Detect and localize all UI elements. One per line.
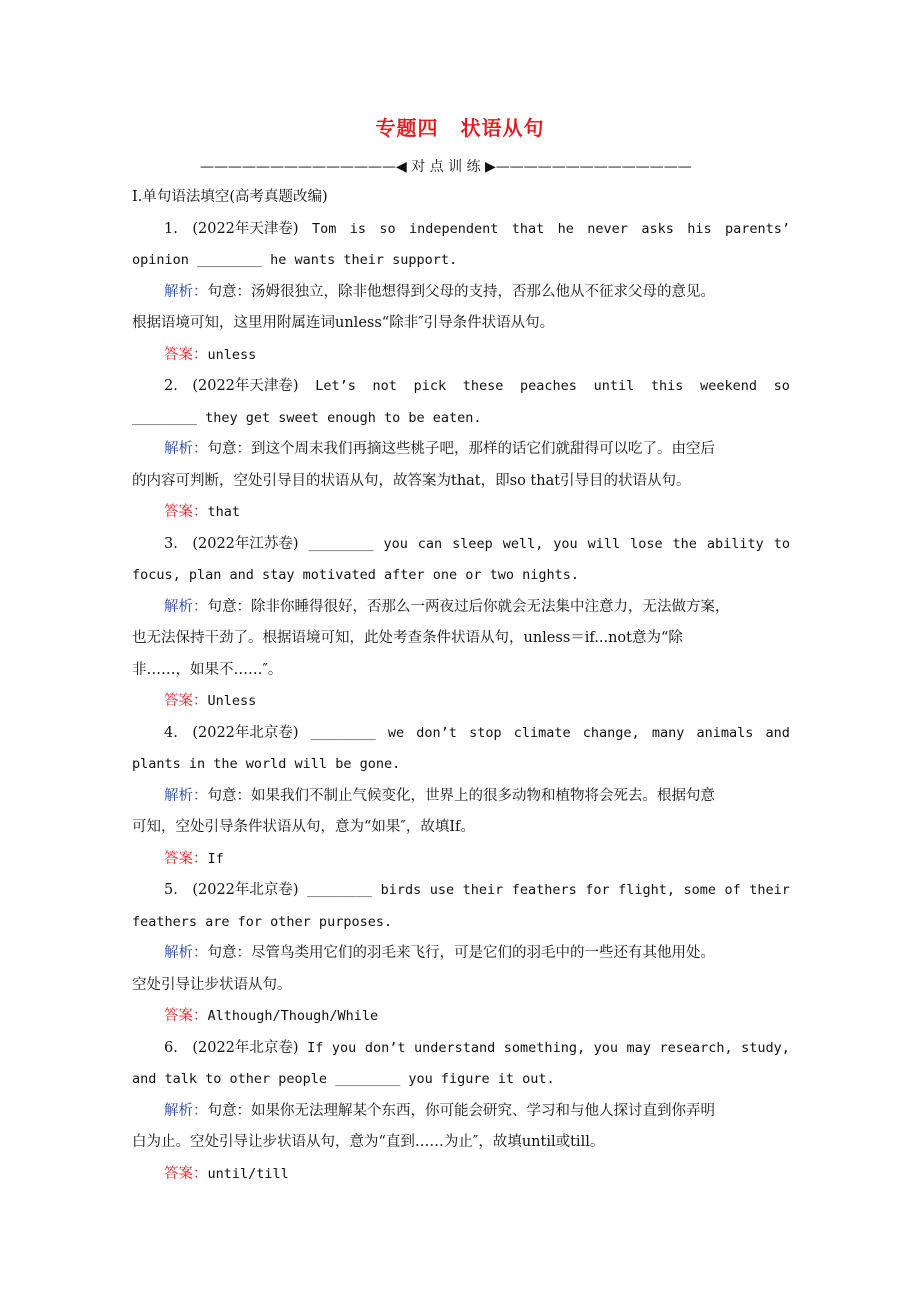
question-4-answer: 答案：If <box>164 850 224 867</box>
question-list <box>132 186 790 1194</box>
question-2-explanation-cont: 的内容可判断，空处引导目的状语从句，故答案为that，即so that引导目的状语从句。 <box>132 472 691 489</box>
answer-label: 答案： <box>164 693 208 709</box>
question-4-explanation-cont: 可知，空处引导条件状语从句，意为“如果″，故填If。 <box>132 819 475 835</box>
question-5-source: 5. (2022年北京卷) <box>164 882 299 898</box>
question-4-source: 4. (2022年北京卷) <box>164 724 299 741</box>
question-4-explanation: 解析：句意：如果我们不制止气候变化，世界上的很多动物和植物将会死去。根据句意 <box>164 787 715 804</box>
question-1-source: 1. (2022年天津卷) <box>164 220 299 237</box>
question-5-explanation: 解析：句意：尽管鸟类用它们的羽毛来飞行，可是它们的羽毛中的一些还有其他用处。 <box>164 945 715 961</box>
question-6-source: 6. (2022年北京卷) <box>164 1039 299 1056</box>
section-divider: ——————————————◀ 对 点 训 练 ▶—————————————— <box>200 159 692 175</box>
question-3-answer: 答案：Unless <box>164 693 257 709</box>
explanation-label: 解析： <box>164 283 208 300</box>
question-6-explanation: 解析：句意：如果你无法理解某个东西，你可能会研究、学习和与他人探讨直到你弄明 <box>164 1102 715 1119</box>
question-4-line-2: plants in the world will be gone. <box>132 756 401 772</box>
question-6-explanation-cont: 白为止。空处引导让步状语从句，意为“直到……为止″，故填until或till。 <box>132 1134 605 1150</box>
question-6-line-1: 6. (2022年北京卷) If you don’t understand something, you may research, study, <box>132 1037 790 1069</box>
question-3-explanation: 解析：句意：除非你睡得很好，否那么一两夜过后你就会无法集中注意力，无法做方案， <box>164 598 730 615</box>
answer-label: 答案： <box>164 504 208 520</box>
question-3-explanation-cont-2: 非……，如果不……″。 <box>132 661 283 678</box>
explanation-label: 解析： <box>164 441 208 457</box>
explanation-label: 解析： <box>164 1102 208 1119</box>
question-4-line-1: 4. (2022年北京卷) ________ we don’t stop climate change, many animals and <box>132 722 790 754</box>
title-subject: 状语从句 <box>460 116 545 140</box>
question-3-explanation-cont: 也无法保持干劲了。根据语境可知，此处考查条件状语从句，unless＝if...not意为“除 <box>132 630 683 646</box>
question-6-line-2: and talk to other people ________ you figure it out. <box>132 1071 555 1087</box>
question-2-line-1: 2. (2022年天津卷) Let’s not pick these peaches until this weekend so <box>132 375 790 407</box>
explanation-label: 解析： <box>164 945 208 961</box>
question-3-source: 3. (2022年江苏卷) <box>164 535 299 552</box>
question-5-explanation-cont: 空处引导让步状语从句。 <box>132 976 292 993</box>
question-5-line-2: feathers are for other purposes. <box>132 913 393 930</box>
question-2-explanation: 解析：句意：到这个周末我们再摘这些桃子吧，那样的话它们就甜得可以吃了。由空后 <box>164 441 715 457</box>
question-3-line-1: 3. (2022年江苏卷) ________ you can sleep well, you will lose the ability to <box>132 533 790 565</box>
question-6-answer: 答案：until/till <box>164 1165 289 1182</box>
explanation-label: 解析： <box>164 787 208 804</box>
question-3-line-2: focus, plan and stay motivated after one or two nights. <box>132 567 580 583</box>
question-2-source: 2. (2022年天津卷) <box>164 378 299 394</box>
question-1-explanation: 解析：句意：汤姆很独立，除非他想得到父母的支持，否那么他从不征求父母的意见。 <box>164 283 715 300</box>
question-1-explanation-cont: 根据语境可知，这里用附属连词unless“除非″引导条件状语从句。 <box>132 315 555 331</box>
answer-label: 答案： <box>164 1165 208 1182</box>
answer-label: 答案： <box>164 1008 208 1024</box>
question-5-answer: 答案：Although/Though/While <box>164 1008 379 1024</box>
answer-label: 答案： <box>164 850 208 867</box>
answer-label: 答案： <box>164 346 208 363</box>
page-title <box>0 112 920 141</box>
section-heading: Ⅰ.单句语法填空(高考真题改编) <box>132 189 328 205</box>
explanation-label: 解析： <box>164 598 208 615</box>
question-1-line-2: opinion ________ he wants their support. <box>132 252 458 268</box>
title-topic: 专题四 <box>375 116 439 140</box>
question-1-line-1: 1. (2022年天津卷) Tom is so independent that he never asks his parents’ <box>132 218 790 250</box>
question-2-answer: 答案：that <box>164 504 241 520</box>
question-5-line-1: 5. (2022年北京卷) ________ birds use their feathers for flight, some of their <box>132 879 790 911</box>
question-1-answer: 答案：unless <box>164 346 257 363</box>
question-2-line-2: ________ they get sweet enough to be eaten. <box>132 409 482 426</box>
